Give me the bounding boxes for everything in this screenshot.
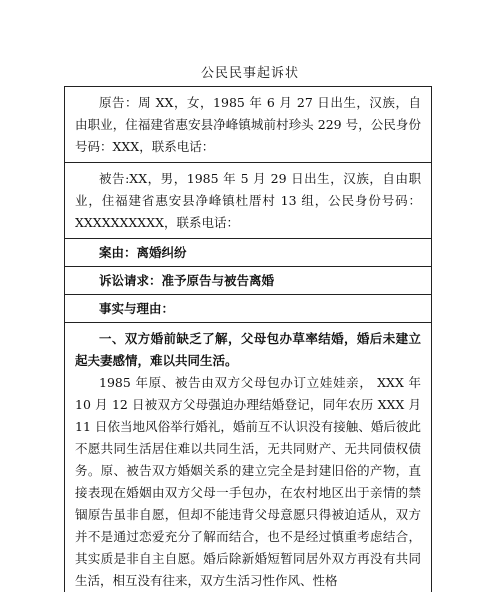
facts-heading: 事实与理由：: [65, 295, 431, 323]
facts-section: [65, 323, 431, 592]
facts-body: 1985 年原、被告由双方父母包办订立娃娃亲， XXX 年 10 月 12 日被双方父母强迫办理结婚登记，同年农历 XXX 月 11 日依当地风俗举行婚礼，婚前互不认识没有接触、婚后彼此不愿共同生活居住难以共同生活，无共同财产、无共同债权债务。原、被告双方婚姻关系的建立完全是封建旧俗的产物，直接表现在婚姻由双方父母一手包办，在农村地区出于亲情的禁锢原告虽非自愿，但却不能违背父母意愿只得被迫适从，双方并不是通过恋爱充分了解而结合，也不是经过慎重考虑结合，其实质是非自主自愿。婚后除新婚短暂同居外双方再没有共同生活，相互没有往来，双方生活习性作风、性格: [75, 375, 421, 588]
complaint-table: [64, 86, 432, 592]
litigation-claim: 诉讼请求：准予原告与被告离婚: [65, 267, 431, 295]
defendant-info: 被告:XX，男，1985 年 5 月 29 日出生，汉族，自由职业，住福建省惠安县净峰镇杜厝村 13 组，公民身份号码：XXXXXXXXXX，联系电话：: [65, 163, 431, 239]
page-title: 公民民事起诉状: [200, 66, 299, 81]
case-cause: 案由：离婚纠纷: [65, 239, 431, 267]
plaintiff-info: 原告：周 XX，女，1985 年 6 月 27 日出生，汉族，自由职业，住福建省惠安县净峰镇城前村珍头 229 号，公民身份号码：XXX，联系电话：: [65, 87, 431, 163]
facts-point-1: 一、双方婚前缺乏了解，父母包办草率结婚，婚后未建立起夫妻感情，难以共同生活。: [75, 331, 421, 368]
